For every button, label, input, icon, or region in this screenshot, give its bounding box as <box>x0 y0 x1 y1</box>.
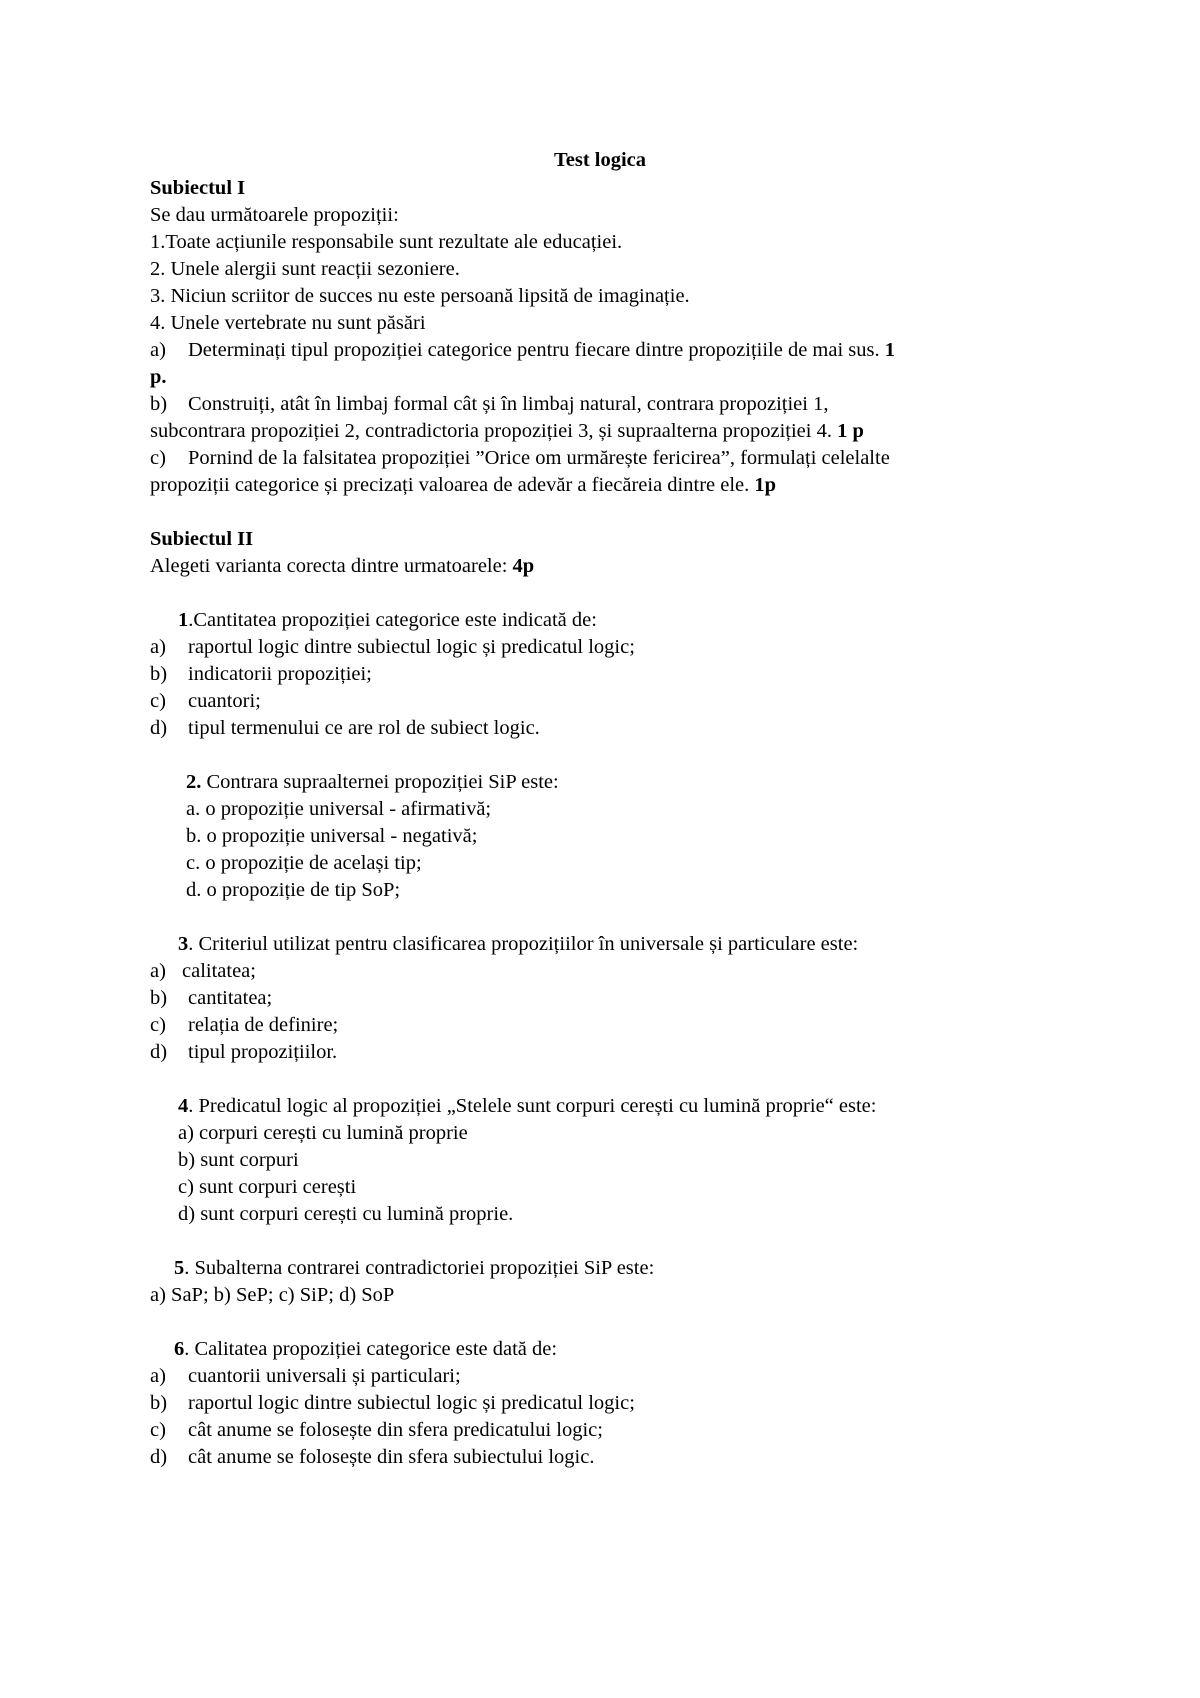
q3-option-c-label: c) <box>150 1014 166 1036</box>
page-title: Test logica <box>553 149 647 171</box>
q6-option-b <box>150 1390 635 1417</box>
task-b-points: 1 p <box>837 420 864 442</box>
proposition-4: 4. Unele vertebrate nu sunt păsări <box>150 312 426 334</box>
question-5-text: . Subalterna contrarei contradictoriei propoziției SiP este: <box>184 1257 655 1279</box>
task-a <box>150 337 895 364</box>
question-6-number: 6 <box>174 1338 185 1360</box>
q4-option-c: c) sunt corpuri cerești <box>178 1176 357 1198</box>
question-2 <box>186 769 559 796</box>
q1-option-c-label: c) <box>150 690 166 712</box>
q6-option-a-text: cuantorii universali și particulari; <box>188 1365 461 1387</box>
q1-option-d-text: tipul termenului ce are rol de subiect logic. <box>188 717 540 739</box>
q3-option-c <box>150 1012 338 1039</box>
q3-option-b <box>150 985 272 1012</box>
question-4-text: . Predicatul logic al propoziției „Stelele sunt corpuri cerești cu lumină proprie“ este: <box>188 1095 877 1117</box>
question-6 <box>174 1336 557 1363</box>
task-a-points-cont: p. <box>150 366 167 388</box>
q6-option-b-text: raportul logic dintre subiectul logic și predicatul logic; <box>188 1392 635 1414</box>
q1-option-d-label: d) <box>150 717 168 739</box>
question-4-number: 4 <box>178 1095 189 1117</box>
q6-option-c-label: c) <box>150 1419 166 1441</box>
q6-option-d-text: cât anume se folosește din sfera subiectului logic. <box>188 1446 595 1468</box>
q1-option-c-text: cuantori; <box>188 690 261 712</box>
task-c-text-1: Pornind de la falsitatea propoziției ”Orice om urmărește fericirea”, formulați celelalte <box>188 447 890 469</box>
q4-option-a: a) corpuri cerești cu lumină proprie <box>178 1122 468 1144</box>
task-c-text-2: propoziții categorice și precizați valoarea de adevăr a fiecăreia dintre ele. <box>150 474 750 496</box>
task-b-text-1: Construiți, atât în limbaj formal cât și în limbaj natural, contrara propoziției 1, <box>188 393 829 415</box>
proposition-3: 3. Niciun scriitor de succes nu este persoană lipsită de imaginație. <box>150 285 690 307</box>
task-b-text-2: subcontrara propoziției 2, contradictoria propoziției 3, și supraalterna propoziției 4. <box>150 420 832 442</box>
q6-option-b-label: b) <box>150 1392 168 1414</box>
q6-option-c-text: cât anume se folosește din sfera predicatului logic; <box>188 1419 603 1441</box>
q1-option-c <box>150 688 261 715</box>
question-1 <box>178 607 597 634</box>
q1-option-a-label: a) <box>150 636 166 658</box>
q3-option-a <box>150 958 256 985</box>
q4-option-d: d) sunt corpuri cerești cu lumină proprie. <box>178 1203 514 1225</box>
q2-option-d: d. o propoziție de tip SoP; <box>186 879 401 901</box>
q3-option-d-label: d) <box>150 1041 168 1063</box>
task-a-points: 1 <box>884 339 895 361</box>
question-6-text: . Calitatea propoziției categorice este dată de: <box>184 1338 558 1360</box>
q3-option-a-label: a) <box>150 960 166 982</box>
q6-option-d-label: d) <box>150 1446 168 1468</box>
section-2-points: 4p <box>512 555 535 577</box>
question-2-text: Contrara supraalternei propoziției SiP este: <box>201 771 559 793</box>
task-c-points: 1p <box>754 474 777 496</box>
q6-option-a <box>150 1363 461 1390</box>
task-c-line-2 <box>150 472 776 499</box>
question-5 <box>174 1255 654 1282</box>
task-c-line-1 <box>150 445 890 472</box>
section-2-heading: Subiectul II <box>150 528 254 550</box>
task-a-label: a) <box>150 339 166 361</box>
q2-option-b: b. o propoziție universal - negativă; <box>186 825 478 847</box>
task-b-line-1 <box>150 391 828 418</box>
q3-option-d <box>150 1039 337 1066</box>
q1-option-b-label: b) <box>150 663 168 685</box>
task-a-text: Determinați tipul propoziției categorice pentru fiecare dintre propozițiile de mai sus. <box>188 339 880 361</box>
question-2-number: 2. <box>186 771 202 793</box>
q5-answers: a) SaP; b) SeP; c) SiP; d) SoP <box>150 1284 395 1306</box>
q2-option-a: a. o propoziție universal - afirmativă; <box>186 798 492 820</box>
q3-option-b-label: b) <box>150 987 168 1009</box>
section-1-intro: Se dau următoarele propoziții: <box>150 204 399 226</box>
q1-option-b-text: indicatorii propoziției; <box>188 663 372 685</box>
proposition-1: 1.Toate acțiunile responsabile sunt rezultate ale educației. <box>150 231 623 253</box>
question-3-text: . Criteriul utilizat pentru clasificarea propozițiilor în universale și particulare este: <box>188 933 859 955</box>
section-2-intro <box>150 553 534 580</box>
q1-option-b <box>150 661 372 688</box>
q1-option-a <box>150 634 635 661</box>
q3-option-a-text: calitatea; <box>182 960 256 982</box>
task-c-label: c) <box>150 447 166 469</box>
q6-option-a-label: a) <box>150 1365 166 1387</box>
section-1-heading: Subiectul I <box>150 177 246 199</box>
q3-option-c-text: relația de definire; <box>188 1014 339 1036</box>
task-b-line-2 <box>150 418 864 445</box>
q2-option-c: c. o propoziție de același tip; <box>186 852 422 874</box>
section-2-intro-text: Alegeti varianta corecta dintre urmatoarele: <box>150 555 508 577</box>
question-1-number: 1 <box>178 609 189 631</box>
q4-option-b: b) sunt corpuri <box>178 1149 299 1171</box>
question-5-number: 5 <box>174 1257 185 1279</box>
task-b-label: b) <box>150 393 168 415</box>
q1-option-a-text: raportul logic dintre subiectul logic și predicatul logic; <box>188 636 635 658</box>
q1-option-d <box>150 715 540 742</box>
q3-option-d-text: tipul propozițiilor. <box>188 1041 338 1063</box>
q6-option-d <box>150 1444 594 1471</box>
q6-option-c <box>150 1417 603 1444</box>
question-3 <box>178 931 858 958</box>
question-4 <box>178 1093 876 1120</box>
q3-option-b-text: cantitatea; <box>188 987 273 1009</box>
question-1-text: .Cantitatea propoziției categorice este indicată de: <box>188 609 597 631</box>
question-3-number: 3 <box>178 933 189 955</box>
proposition-2: 2. Unele alergii sunt reacții sezoniere. <box>150 258 460 280</box>
